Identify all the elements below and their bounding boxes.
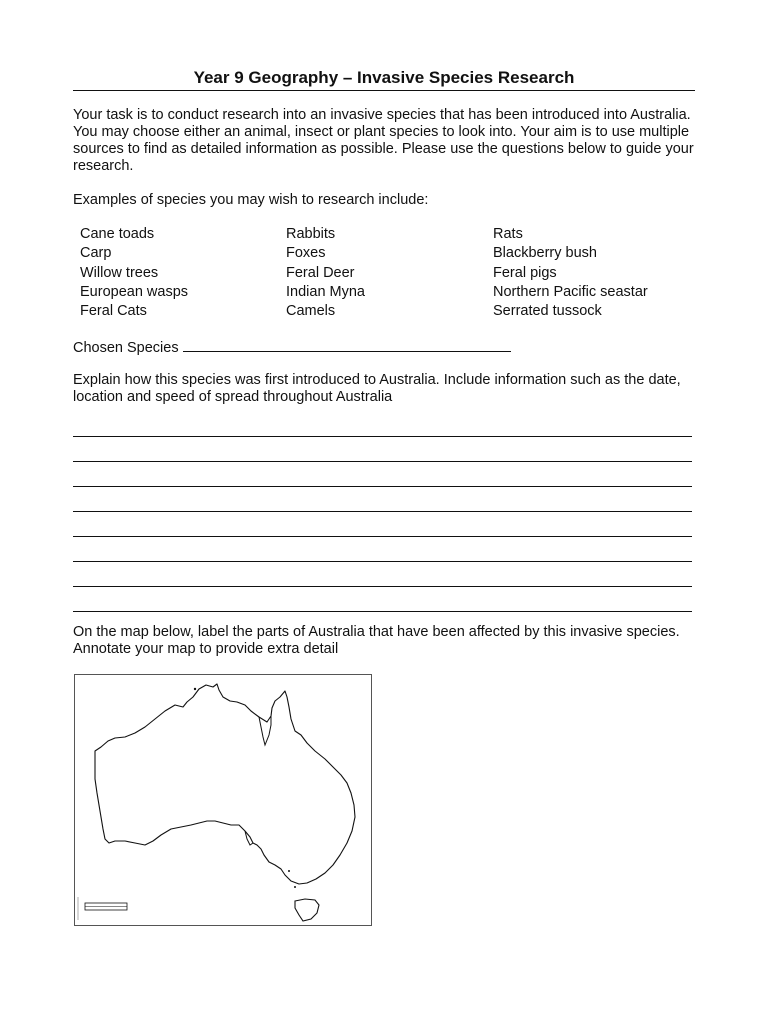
species-item: Rats [493, 226, 523, 242]
species-item: Feral Deer [286, 264, 355, 281]
species-column-3 [493, 225, 648, 321]
answer-line[interactable] [73, 586, 692, 587]
map-prompt: On the map below, label the parts of Australia that have been affected by this invasive species. Annotate your map to provide extra detail [73, 624, 680, 657]
australia-mainland-outline [95, 684, 355, 884]
island-marker [294, 886, 296, 888]
intro-paragraph: Your task is to conduct research into an invasive species that has been introduced into Australia. You may choose either an animal, insect or plant species to look into. Your aim is to use multiple sources to find as detailed information as possible. Please use the questions below to guide your research. [73, 107, 694, 174]
answer-line[interactable] [73, 536, 692, 537]
species-item: Northern Pacific seastar [493, 283, 648, 300]
species-item: Cane toads [80, 226, 155, 242]
examples-heading: Examples of species you may wish to research include: [73, 192, 429, 208]
title-row [73, 66, 695, 91]
species-item: Willow trees [80, 264, 159, 281]
answer-line[interactable] [73, 436, 692, 437]
species-column-1 [80, 225, 188, 321]
chosen-species-label: Chosen Species [73, 340, 179, 356]
tasmania-outline [295, 899, 319, 921]
page-title: Year 9 Geography – Invasive Species Research [193, 68, 575, 87]
answer-line[interactable] [73, 486, 692, 487]
species-item: Blackberry bush [493, 245, 597, 262]
species-item: Rabbits [286, 226, 336, 242]
species-item: Indian Myna [286, 283, 365, 300]
species-column-2 [286, 225, 365, 321]
species-item: Feral pigs [493, 264, 557, 281]
island-marker [194, 688, 196, 690]
species-item: European wasps [80, 283, 189, 300]
explain-prompt: Explain how this species was first introduced to Australia. Include information such as the date, location and speed of spread throughout Australia [73, 372, 681, 405]
species-item: Carp [80, 245, 112, 262]
answer-line[interactable] [73, 461, 692, 462]
chosen-species-row [73, 338, 511, 357]
chosen-species-blank[interactable] [183, 338, 511, 352]
answer-line[interactable] [73, 561, 692, 562]
island-marker [288, 870, 290, 872]
answer-line[interactable] [73, 511, 692, 512]
species-item: Feral Cats [80, 303, 147, 320]
species-item: Foxes [286, 245, 326, 262]
australia-outline-map [75, 675, 372, 926]
australia-map [74, 674, 372, 926]
answer-line[interactable] [73, 611, 692, 612]
species-item: Camels [286, 303, 336, 320]
species-item: Serrated tussock [493, 303, 602, 320]
